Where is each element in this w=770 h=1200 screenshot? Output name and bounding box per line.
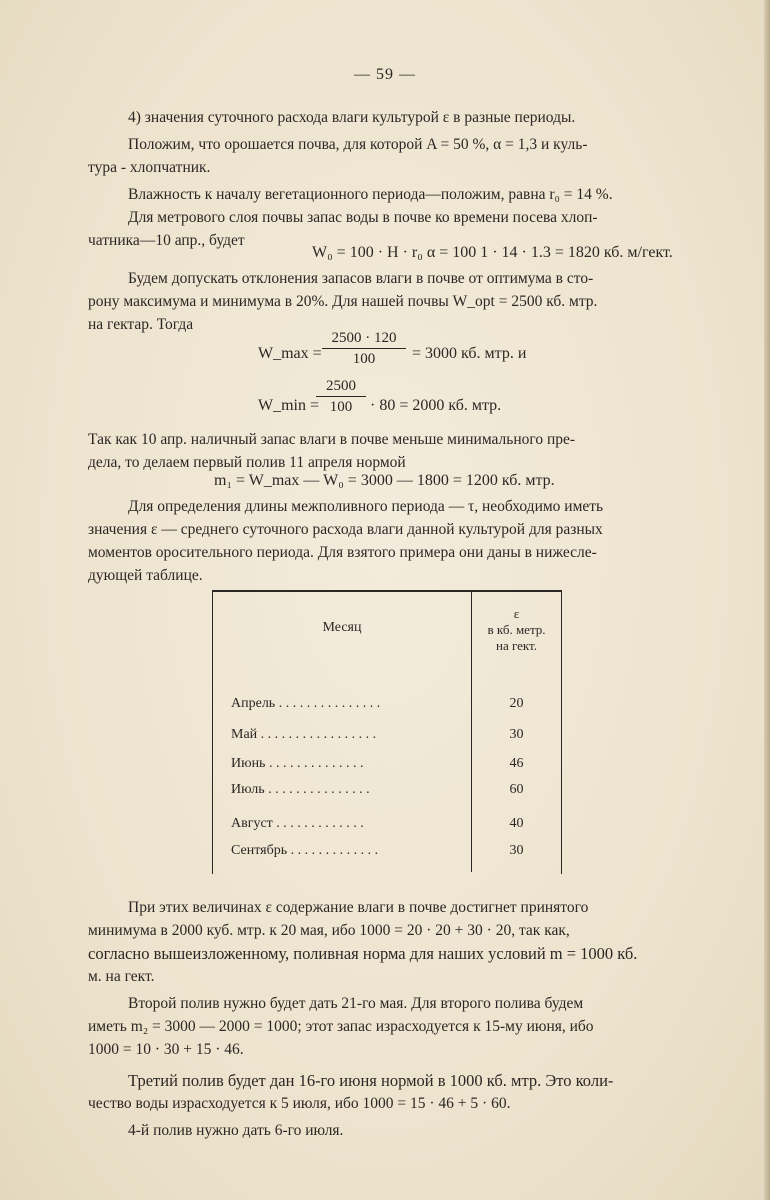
fraction-wmin-numerator: 2500 [326,378,356,394]
table-cell-value: 20 [509,696,524,711]
table-header-epsilon-unit-2: на гект. [495,638,537,653]
paragraph-9-line-1: Второй полив нужно будет дать 21-го мая. Для второго полива будем [128,995,584,1012]
paragraph-7-line-1: Для определения длины межполивного периода — τ, необходимо иметь [128,498,604,515]
text-block-top [88,106,688,252]
text-block-first-irrigation [88,428,688,474]
table-cell-value: 46 [509,756,524,771]
table-header-epsilon-unit-1: в кб. метр. [487,622,546,637]
paragraph-6-line-2: дела, то делаем первый полив 11 апреля нормой [88,454,406,471]
table-header-epsilon [472,606,561,654]
table-row [213,696,561,716]
table-cell-month: Май . . . . . . . . . . . . . . . . . [231,727,377,742]
formula-m1: m₁ = W_max — W₀ = 3000 — 1800 = 1200 кб. мтр. [214,472,555,489]
paragraph-5-line-2: рону максимума и минимума в 20%. Для нашей почвы W_opt = 2500 кб. мтр. [88,293,598,310]
fraction-wmin [316,378,366,416]
paragraph-5-line-1: Будем допускать отклонения запасов влаги в почве от оптимума в сто- [128,270,594,287]
paragraph-9-line-2: иметь m₂ = 3000 — 2000 = 1000; этот запас израсходуется к 15-му июня, ибо [88,1018,594,1035]
table-cell-month: Июнь . . . . . . . . . . . . . . [231,756,364,771]
fraction-bar [316,396,366,397]
paragraph-3: Влажность к началу вегетационного периода—положим, равна r₀ = 14 %. [128,186,613,203]
paragraph-10-line-1: Третий полив будет дан 16-го июня нормой в 1000 кб. мтр. Это коли- [128,1071,614,1090]
formula-wmax-rhs: = 3000 кб. мтр. и [412,345,527,362]
table-cell-value: 60 [509,782,524,797]
fraction-wmax-numerator: 2500 · 120 [331,330,397,346]
table-row [213,816,561,836]
table-cell-value: 30 [509,727,524,742]
page-number: — 59 — [354,66,416,83]
paragraph-5-line-3: на гектар. Тогда [88,316,194,333]
table-cell-month: Апрель . . . . . . . . . . . . . . . [231,696,381,711]
fraction-wmin-denominator: 100 [329,399,353,415]
text-block-bottom [88,896,688,1142]
paragraph-7-line-2: значения ε — среднего суточного расхода влаги данной культурой для разных [88,521,603,538]
paragraph-8-line-1: При этих величинах ε содержание влаги в почве достигнет принятого [128,899,589,916]
paragraph-8-line-2: минимума в 2000 куб. мтр. к 20 мая, ибо 1000 = 20 · 20 + 30 · 20, так как, [88,922,570,939]
paragraph-8-line-4: м. на гект. [88,968,155,985]
paragraph-11: 4-й полив нужно дать 6-го июля. [128,1122,344,1139]
table-cell-value: 30 [509,843,524,858]
formula-wmax-lhs: W_max = [258,345,322,362]
table-cell-value: 40 [509,816,524,831]
text-block-optimum [88,267,688,336]
consumption-table [212,590,562,874]
fraction-bar [322,348,406,349]
formula-wmin-lhs: W_min = [258,397,320,414]
table-row [213,782,561,802]
table-cell-month: Сентябрь . . . . . . . . . . . . . [231,843,379,858]
paragraph-7-line-3: моментов оросительного периода. Для взятого примера они даны в нижесле- [88,544,597,561]
paragraph-2-line-1: Положим, что орошается почва, для которой A = 50 %, α = 1,3 и куль- [128,136,588,153]
table-row [213,727,561,747]
table-row [213,843,561,863]
text-block-definition [88,495,688,587]
paragraph-8-line-3: согласно вышеизложенному, поливная норма для наших условий m = 1000 кб. [88,944,638,963]
formula-w0: W₀ = 100 · H · r₀ α = 100 1 · 14 · 1.3 = 1820 кб. м/гект. [312,244,673,261]
fraction-wmax-denominator: 100 [352,351,376,367]
paragraph-10-line-2: чество воды израсходуется к 5 июля, ибо 1000 = 15 · 46 + 5 · 60. [88,1095,511,1112]
paragraph-4-line-1: Для метрового слоя почвы запас воды в почве ко времени посева хлоп- [128,209,598,226]
table-row [213,756,561,776]
formula-wmin-rhs: · 80 = 2000 кб. мтр. [370,397,502,414]
paragraph-6-line-1: Так как 10 апр. наличный запас влаги в почве меньше минимального пре- [88,431,576,448]
table-header-epsilon-symbol: ε [513,606,520,621]
paragraph-1: 4) значения суточного расхода влаги культурой ε в разные периоды. [128,109,576,126]
paragraph-2-line-2: тура - хлопчатник. [88,159,211,176]
fraction-wmax [322,330,406,368]
paragraph-7-line-4: дующей таблице. [88,567,203,584]
table-cell-month: Июль . . . . . . . . . . . . . . . [231,782,370,797]
paragraph-9-line-3: 1000 = 10 · 30 + 15 · 46. [88,1041,244,1058]
page-edge [764,0,770,1200]
table-cell-month: Август . . . . . . . . . . . . . [231,816,364,831]
table-header-month: Месяц [322,620,362,635]
paragraph-4-line-2: чатника—10 апр., будет [88,232,245,249]
